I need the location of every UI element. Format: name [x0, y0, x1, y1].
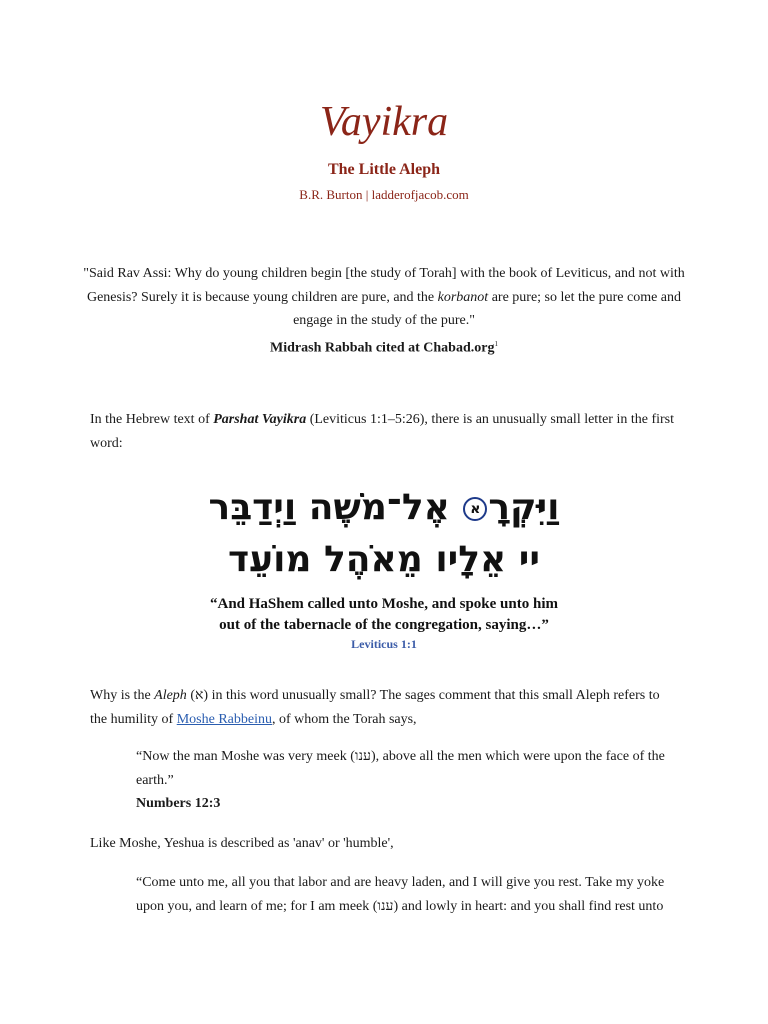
matthew-text-before: “Come unto me, all you that labor and are heavy laden, and I will give you rest. Take my yoke upon you, and learn of me; for I am meek ( [136, 875, 665, 914]
intro-paragraph [90, 408, 680, 455]
document-subtitle: The Little Aleph [327, 161, 440, 178]
verse-translation [0, 594, 768, 636]
hebrew-first-word: וַיִּקְרָ [488, 487, 560, 528]
quote-source: Midrash Rabbah cited at Chabad.org [270, 340, 495, 356]
aleph-after: , of whom the Torah says, [271, 711, 417, 727]
numbers-text-after: ), above all the men which were upon the face of the earth.” [136, 749, 665, 788]
hebrew-verse-block [0, 482, 768, 586]
intro-after: (Leviticus 1:1–5:26), there is an unusually small letter in the first word: [90, 412, 675, 451]
yeshua-paragraph: Like Moshe, Yeshua is described as 'anav' or 'humble', [90, 836, 394, 851]
aleph-paragraph [90, 684, 680, 731]
hebrew-line1-rest: אֶל־מֹשֶׁה וַיְדַבֵּר [208, 487, 463, 528]
quote-text-part1: "Said Rav Assi: Why do young children begin [the study of Torah] with the book of Leviticus, and not with Genesis? Surely it is because young children are pure, and the [83, 266, 685, 305]
numbers-reference: Numbers 12:3 [136, 796, 221, 811]
intro-before: In the Hebrew text of [90, 412, 214, 427]
hebrew-line-1 [0, 482, 768, 534]
aleph-before: Why is the [90, 688, 155, 703]
hebrew-line-2: יי אֵלָיו מֵאֹהֶל מוֹעֵד [227, 539, 540, 580]
quote-emphasis: korbanot [437, 289, 489, 305]
verse-line-2: out of the tabernacle of the congregation, saying…” [219, 617, 549, 633]
numbers-quote [136, 745, 676, 816]
author-byline: B.R. Burton | ladderofjacob.com [299, 187, 469, 202]
numbers-hebrew: ענו [354, 749, 371, 764]
aleph-italic: Aleph [154, 688, 187, 703]
verse-reference: Leviticus 1:1 [351, 637, 417, 651]
aleph-paren: (א) [186, 688, 209, 703]
aleph-middle: in this word unusually small? The sages comment that this small Aleph refers to the humility of [90, 688, 660, 727]
opening-quote [80, 262, 688, 360]
moshe-rabbeinu-link[interactable]: Moshe Rabbeinu [176, 711, 272, 727]
intro-parsha-name: Parshat Vayikra [213, 412, 307, 427]
small-aleph-highlight: א [463, 497, 487, 521]
matthew-quote [136, 871, 676, 918]
footnote-marker[interactable]: 1 [494, 339, 498, 348]
quote-text-part2: are pure; so let the pure come and engage in the study of the pure." [293, 289, 682, 328]
matthew-hebrew: ענו [377, 898, 394, 914]
numbers-text-before: “Now the man Moshe was very meek ( [136, 749, 355, 764]
document-title: Vayikra [319, 99, 449, 145]
verse-line-1: “And HaShem called unto Moshe, and spoke unto him [210, 596, 558, 612]
matthew-text-after: ) and lowly in heart: and you shall find rest unto [393, 898, 664, 914]
